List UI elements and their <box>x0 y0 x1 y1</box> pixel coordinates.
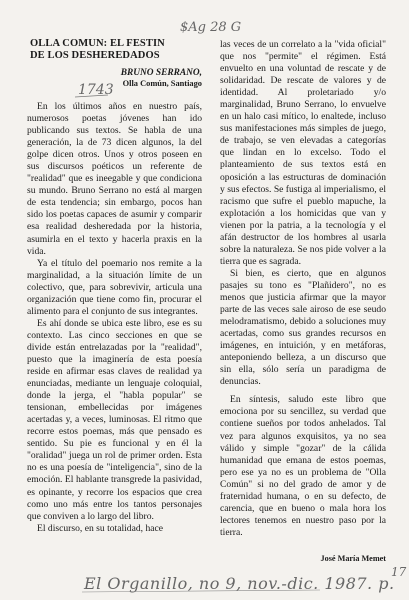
right-page-number: 17 <box>391 565 407 579</box>
title-line-2: DE LOS DESHEREDADOS <box>30 50 160 61</box>
author-name: BRUNO SERRANO, <box>120 68 202 78</box>
bottom-source-note: El Organillo, no 9, nov.-dic. 1987. p. <box>84 574 395 593</box>
right-paragraph: Si bien, es cierto, que en algunos pasajes su tono es "Plañidero", no es menos que justicia afirmar que la mayor parte de las veces sale airoso de ese seudo melodramatismo, debido a soluciones muy acertadas, como sus grandes recursos en imágenes, en intuición, y en metáforas, anteponiendo belleza, a un discurso que sin ella, sólo sería un paradigma de denuncias. <box>220 267 386 388</box>
right-column <box>220 39 386 565</box>
author-place: Olla Común, Santiago <box>122 79 202 88</box>
left-paragraph: El discurso, en su totalidad, hace <box>37 522 164 534</box>
article-title <box>30 38 202 62</box>
signature: José María Memet <box>320 553 386 563</box>
byline <box>27 68 202 89</box>
margin-year-note: 1743 <box>78 82 114 98</box>
right-paragraph: En síntesis, saludo este libro que emociona por su sencillez, su verdad que contiene sueños por todos anhelados. Tal vez para algunos exquisitos, ya no sea válido y simple "gozar" de la cálida humanidad que emana de estos poemas, pero ese ya no es un problema de "Olla Común" si no del grado de amor y de fraternidad humana, o en su defecto, de carencia, que en bueno o mala hora los lectores tenemos en nuestro paso por la tierra. <box>220 394 386 538</box>
right-paragraph: las veces de un correlato a la "vida oficial" que nos "permite" el régimen. Está envuelto en una voluntad de rescate y de solidaridad. De rescate de valores y de identidad. Al proletariado y/o marginalidad, Bruno Serrano, lo envuelve en un halo casi mítico, lo enaltede, incluso sus manifestaciones más simples de juego, de trabajo, se ven elevadas a categorías que lindan en lo excelso. Todo el planteamiento de sus textos está en oposición a las estructuras de dominación y sus efectos. Se fustiga al imperialismo, el racismo que sufre el pueblo mapuche, la explotación a los homicidas que van y vienen por la patria, a la tecnología y el afán destructor de los hombres al usarla sobre la naturaleza. Se nos pide volver a la tierra que es sagrada. <box>220 39 386 267</box>
title-line-1: OLLA COMUN: EL FESTIN <box>30 38 165 49</box>
left-paragraph: Es ahí donde se ubica este libro, ese es su contexto. Las cinco secciones en que se divide están entrelazadas por la "realidad", puesto que la imaginería de esta poesía reside en afirmar esas claves de realidad ya enunciadas, mediante un lenguaje coloquial, donde la jerga, el "habla popular" se tensionan, embellecidas por imágenes acertadas y, a veces, luminosas. El ritmo que recorre estos poemas, más que pensado es sentido. Su pie es funcional y en él la "oralidad" juega un rol de primer orden. Esta no es una poesía de "inteligencia", sino de la emoción. El hablante transgrede la pasividad, es opinante, y recorre los espacios que crea como uno más entre los tantos personajes que conviven a lo largo del libro. <box>27 317 202 522</box>
left-paragraph: Ya el título del poemario nos remite a la marginalidad, a la situación límite de un colectivo, que, para sobrevivir, articula una organización que tiene como fin, procurar el alimento para el conjunto de sus integrantes. <box>27 257 202 317</box>
left-paragraph: En los últimos años en nuestro país, numerosos poetas jóvenes han ido publicando sus textos. Se habla de una generación, la de 73 dicen algunos, la del golpe dicen otros. Unos y otros poseen en sus discursos poéticos un referente de "realidad" que es ineegable y que condiciona su mundo. Bruno Serrano no está al margen de esta tendencia; sin embargo, pocos han sido los poetas capaces de asumir y comparir esa realidad desheredada por la historia, asumirla en el texto y hacerla praxis en la vida. <box>27 101 202 257</box>
top-catalog-code: $Ag 28 G <box>180 20 242 35</box>
left-column <box>27 38 202 535</box>
